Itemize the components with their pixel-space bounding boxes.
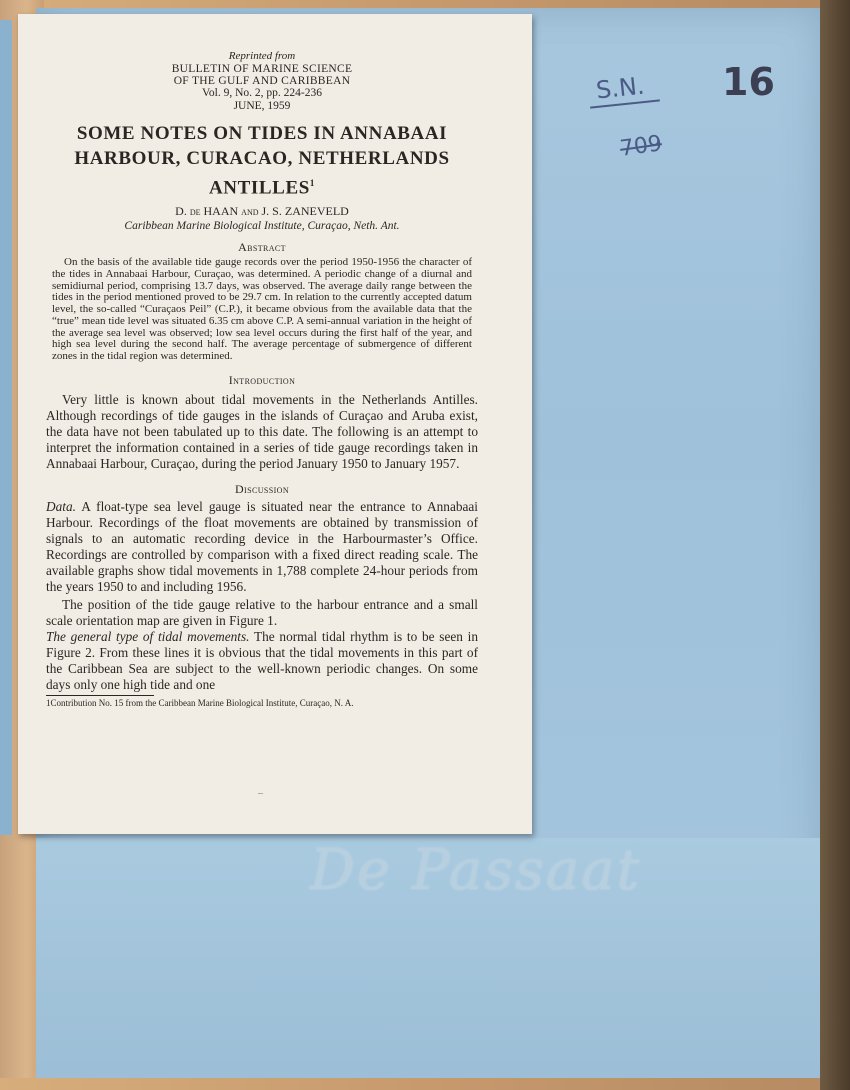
discussion-heading: Discussion — [234, 481, 289, 496]
data-paragraph — [46, 499, 478, 595]
title-line-2: HARBOUR, CURACAO, NETHERLANDS — [74, 148, 450, 169]
handwritten-badge: 16 — [722, 60, 775, 104]
general-label: The general type of tidal movements. — [46, 628, 250, 644]
publication-date: JUNE, 1959 — [233, 100, 291, 112]
authors — [48, 204, 476, 219]
abstract-text: On the basis of the available tide gauge records over the period 1950-1956 the character of the tides in Annabaai Harbour, Curaçao, was determined. A periodic change of a diurnal and semidiurnal period, comprising 13.7 days, was observed. The average daily range between the tides in the period mentioned proved to be 29.7 cm. In relation to the currently accepted datum level, the so-called “Curaçaos Peil” (C.P.), it became obvious from the available data that the “true” mean tide level was situated 6.35 cm above C.P. A semi-annual variation in the height of the average sea level was observed; low sea level occurs during the first half of the year, and high sea level during the second half. The average percentage of submergence of different zones in the tidal region was determined. — [52, 256, 472, 362]
introduction-text: Very little is known about tidal movements in the Netherlands Antilles. Although recordings of tide gauges in the islands of Curaçao and Aruba exist, the data have not been tabulated up to this date. The following is an attempt to interpret the information contained in a series of tide gauge recordings taken in Annabaai Harbour, Curaçao, during the period January 1950 to January 1957. — [46, 391, 478, 471]
footnote: 1Contribution No. 15 from the Caribbean Marine Biological Institute, Curaçao, N. A. — [46, 697, 354, 708]
reprint-content — [48, 50, 476, 709]
cover-watermark: De Passaat — [310, 838, 642, 903]
reprinted-from: Reprinted from — [228, 50, 296, 62]
volume-info: Vol. 9, No. 2, pp. 224-236 — [202, 87, 322, 99]
author2-name: J. S. ZANEVELD — [258, 204, 349, 219]
data-paragraph-text: A float-type sea level gauge is situated near the entrance to Annabaai Harbour. Recordings of the float movements are obtained by transmission of signals to an automatic recording device in the Harbourmaster’s Office. Recordings are controlled by comparison with a fixed direct reading scale. The available graphs show tidal movements in 1,788 complete 24-hour periods from the years 1950 to and including 1956. — [46, 498, 478, 594]
title-line-3: ANTILLES — [208, 177, 310, 199]
introduction-heading: Introduction — [228, 372, 296, 387]
author-conjunction: and — [241, 204, 259, 219]
bulletin-line-2: OF THE GULF AND CARIBBEAN — [173, 75, 351, 87]
title-line-1: SOME NOTES ON TIDES IN ANNABAAI — [76, 123, 448, 144]
article-title — [48, 121, 476, 200]
page-mark: – — [258, 788, 263, 799]
footnote-rule — [46, 695, 154, 696]
right-board-edge — [820, 0, 850, 1090]
author1-surname: HAAN — [200, 204, 242, 219]
data-label: Data. — [46, 498, 76, 514]
reprint-page — [18, 14, 532, 834]
author1-initial: D. — [175, 204, 190, 219]
left-blue-edge — [0, 20, 12, 835]
title-footnote-mark: 1 — [309, 178, 315, 188]
handwritten-number: 709 — [618, 131, 664, 162]
general-paragraph-text: The normal tidal rhythm is to be seen in Figure 2. From these lines it is obvious that the tidal movements in this part of the Caribbean Sea are subject to the well-known periodic changes. On some days only one high tide and one — [46, 628, 478, 692]
institution: Caribbean Marine Biological Institute, Curaçao, Neth. Ant. — [124, 220, 400, 233]
handwritten-sn: S.N. — [594, 71, 646, 105]
author1-particle: de — [189, 204, 201, 219]
general-paragraph — [46, 629, 478, 693]
bulletin-line-1: BULLETIN OF MARINE SCIENCE — [171, 63, 353, 75]
abstract-heading: Abstract — [238, 240, 286, 255]
position-paragraph: The position of the tide gauge relative to the harbour entrance and a small scale orientation map are given in Figure 1. — [46, 596, 478, 628]
